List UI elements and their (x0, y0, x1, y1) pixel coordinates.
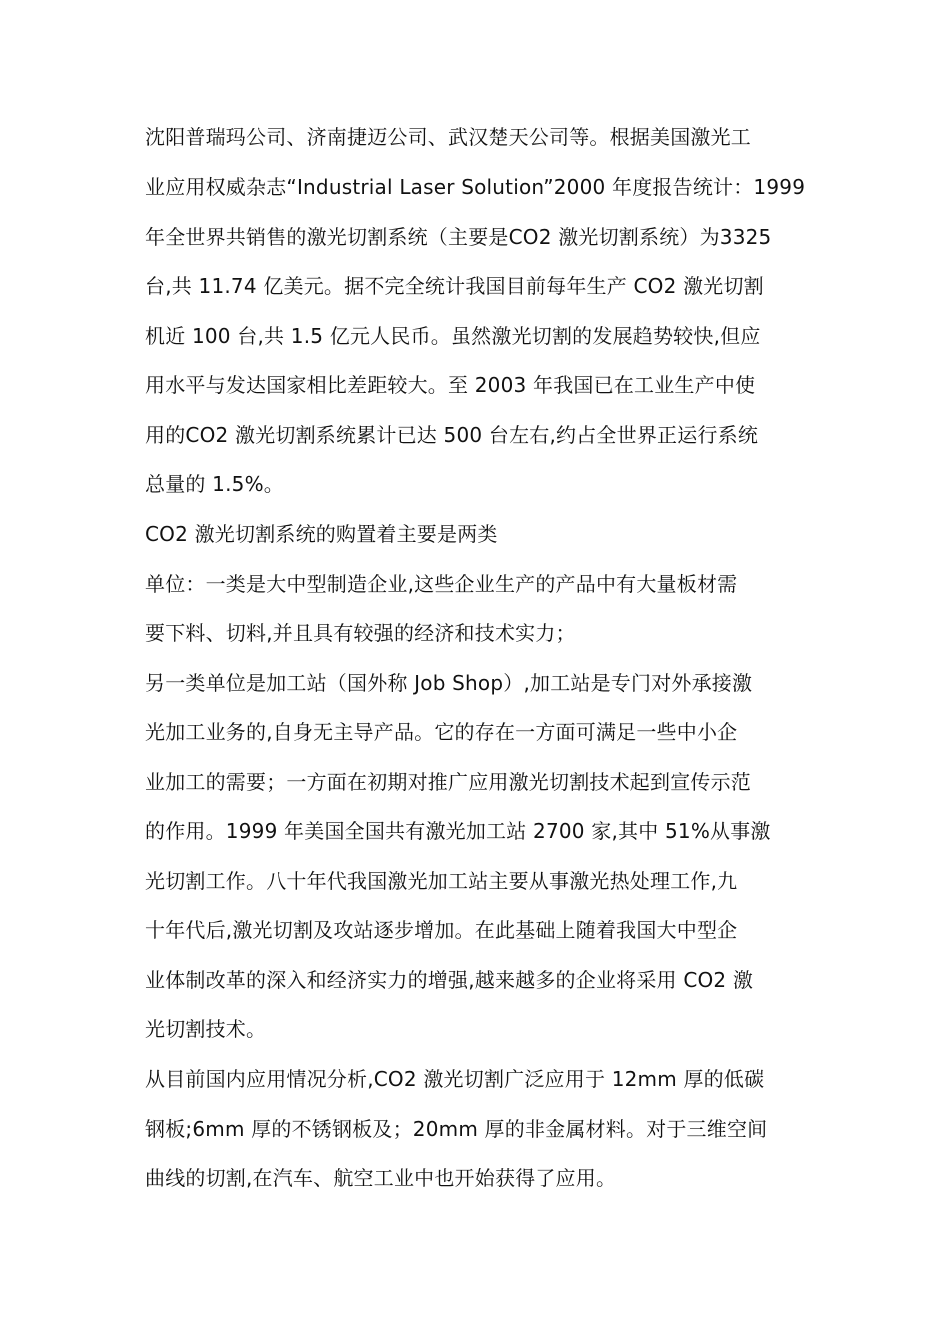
text-line: 要下料、切料,并且具有较强的经济和技术实力； (145, 621, 576, 645)
text-line: 业加工的需要；一方面在初期对推广应用激光切割技术起到宣传示范 (145, 770, 751, 794)
text-line: CO2 激光切割系统的购置着主要是两类 (145, 522, 498, 546)
text-line: 年全世界共销售的激光切割系统（主要是CO2 激光切割系统）为3325 (145, 225, 772, 249)
text-line: 用水平与发达国家相比差距较大。至 2003 年我国已在工业生产中使 (145, 373, 756, 397)
text-line: 另一类单位是加工站（国外称 Job Shop）,加工站是专门对外承接激 (145, 671, 753, 695)
text-line: 总量的 1.5%。 (145, 472, 284, 496)
text-line: 用的CO2 激光切割系统累计已达 500 台左右,约占全世界正运行系统 (145, 423, 759, 447)
text-line: 光切割技术。 (145, 1017, 267, 1041)
text-line: 光切割工作。八十年代我国激光加工站主要从事激光热处理工作,九 (145, 869, 738, 893)
text-line: 业应用权威杂志“Industrial Laser Solution”2000 年度报告统计：1999 (145, 175, 806, 199)
text-line: 的作用。1999 年美国全国共有激光加工站 2700 家,其中 51%从事激 (145, 819, 771, 843)
text-line: 钢板;6mm 厚的不锈钢板及；20mm 厚的非金属材料。对于三维空间 (145, 1117, 768, 1141)
text-line: 业体制改革的深入和经济实力的增强,越来越多的企业将采用 CO2 激 (145, 968, 754, 992)
text-line: 单位：一类是大中型制造企业,这些企业生产的产品中有大量板材需 (145, 572, 738, 596)
text-line: 光加工业务的,自身无主导产品。它的存在一方面可满足一些中小企 (145, 720, 738, 744)
text-line: 台,共 11.74 亿美元。据不完全统计我国目前每年生产 CO2 激光切割 (145, 274, 764, 298)
text-line: 沈阳普瑞玛公司、济南捷迈公司、武汉楚天公司等。根据美国激光工 (145, 125, 751, 149)
text-line: 十年代后,激光切割及攻站逐步增加。在此基础上随着我国大中型企 (145, 918, 738, 942)
text-line: 曲线的切割,在汽车、航空工业中也开始获得了应用。 (145, 1166, 617, 1190)
text-line: 机近 100 台,共 1.5 亿元人民币。虽然激光切割的发展趋势较快,但应 (145, 324, 761, 348)
text-line: 从目前国内应用情况分析,CO2 激光切割广泛应用于 12mm 厚的低碳 (145, 1067, 765, 1091)
